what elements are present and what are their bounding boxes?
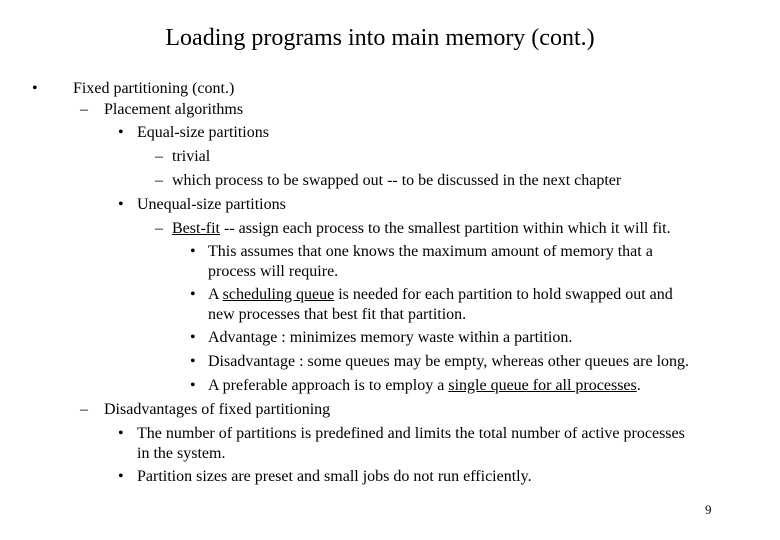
- bullet-marker: •: [118, 468, 124, 485]
- dash-marker: –: [80, 101, 88, 118]
- single-queue-term: single queue for all processes: [448, 377, 637, 394]
- bullet-marker: •: [118, 124, 124, 141]
- item-swapped-out: which process to be swapped out -- to be discussed in the next chapter: [172, 172, 622, 189]
- item-unequal-size: Unequal-size partitions: [137, 196, 286, 213]
- bullet-marker: •: [118, 425, 124, 442]
- item-partition-sizes: Partition sizes are preset and small jobs do not run efficiently.: [137, 468, 532, 485]
- bullet-marker: •: [190, 329, 196, 346]
- item-scheduling-queue: A scheduling queue is needed for each partition to hold swapped out and: [208, 286, 673, 303]
- bullet-marker: •: [190, 377, 196, 394]
- bullet-marker: •: [190, 286, 196, 303]
- item-fixed-partitioning: Fixed partitioning (cont.): [73, 80, 235, 97]
- dash-marker: –: [80, 401, 88, 418]
- bullet-marker: •: [190, 353, 196, 370]
- dash-marker: –: [155, 172, 163, 189]
- item-disadvantages-fixed: Disadvantages of fixed partitioning: [104, 401, 331, 418]
- item-number-of-partitions: The number of partitions is predefined and limits the total number of active processes: [137, 425, 685, 442]
- item-placement-algorithms: Placement algorithms: [104, 101, 244, 118]
- item-scheduling-queue-cont: new processes that best fit that partition.: [208, 306, 467, 323]
- slide-title: Loading programs into main memory (cont.): [165, 25, 595, 51]
- item-trivial: trivial: [172, 148, 211, 165]
- item-assumes-max-memory-cont: process will require.: [208, 263, 339, 280]
- item-number-of-partitions-cont: in the system.: [137, 445, 226, 462]
- item-advantage: Advantage : minimizes memory waste within a partition.: [208, 329, 573, 346]
- item-preferable-approach: A preferable approach is to employ a single queue for all processes.: [208, 377, 641, 394]
- bullet-marker: •: [118, 196, 124, 213]
- item-assumes-max-memory: This assumes that one knows the maximum amount of memory that a: [208, 243, 653, 260]
- dash-marker: –: [155, 148, 163, 165]
- scheduling-queue-term: scheduling queue: [222, 286, 335, 303]
- best-fit-term: Best-fit: [172, 220, 220, 237]
- item-equal-size: Equal-size partitions: [137, 124, 269, 141]
- bullet-marker: •: [190, 243, 196, 260]
- item-disadvantage: Disadvantage : some queues may be empty, whereas other queues are long.: [208, 353, 690, 370]
- dash-marker: –: [155, 220, 163, 237]
- item-best-fit: Best-fit -- assign each process to the smallest partition within which it will fit.: [172, 220, 671, 237]
- bullet-marker: •: [32, 80, 38, 97]
- page-number: 9: [705, 502, 712, 517]
